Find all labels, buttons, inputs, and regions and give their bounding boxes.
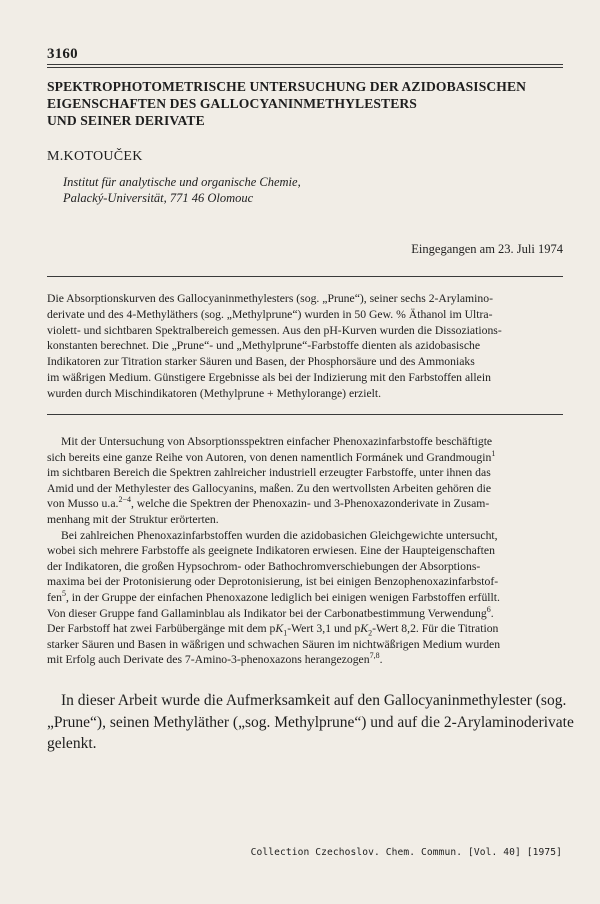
journal-footer: Collection Czechoslov. Chem. Commun. [Vol. 40] [1975] [250, 847, 562, 858]
body-line: Mit der Untersuchung von Absorptionsspektren einfacher Phenoxazinfarbstoffe beschäftigte [61, 435, 493, 448]
body-text [47, 434, 563, 668]
body-line: fen$^5$, in der Gruppe der einfachen Phenoxazone lediglich bei einigen wenigen Farbstoffen erfüllt. [47, 589, 500, 604]
citation: 7,8 [369, 651, 380, 661]
body-line: von Musso u.a.$^{2-4}$, welche die Spektren der Phenoxazin- und 3-Phenoxazonderivate in Zusam- [47, 495, 490, 511]
affiliation-line: Palacký-Universität, 771 46 Olomouc [63, 191, 254, 205]
abstract-line: wurden durch Mischindikatoren (Methylprune + Methylorange) erzielt. [47, 386, 382, 400]
title-line: SPEKTROPHOTOMETRISCHE UNTERSUCHUNG DER AZIDOBASISCHEN [47, 79, 527, 94]
citation: 5 [61, 589, 66, 599]
citation: 2−4 [118, 495, 131, 505]
body-line: Bei zahlreichen Phenoxazinfarbstoffen wurden die azidobasichen Gleichgewichte untersucht, [61, 528, 498, 542]
author-name: M.KOTOUČEK [47, 149, 143, 164]
page-number: 3160 [47, 46, 78, 62]
body-line: wobei sich mehrere Farbstoffe als geeignete Indikatoren erwiesen. Eine der Haupteigenschaften [47, 544, 495, 558]
abstract [47, 291, 563, 402]
abstract-bottom-rule [47, 414, 563, 415]
large-paragraph-line: In dieser Arbeit wurde die Aufmerksamkeit auf den Gallocyaninmethylester (sog. [61, 692, 567, 709]
header-rule-double [47, 67, 563, 68]
body-line: mit Erfolg auch Derivate des 7-Amino-3-phenoxazons herangezogen$^{7,8}$. [47, 651, 383, 667]
title-line: EIGENSCHAFTEN DES GALLOCYANINMETHYLESTERS [47, 96, 417, 111]
abstract-line: konstanten berechnet. Die „Prune“- und „Methylprune“-Farbstoffe dienten als azidobasische [47, 339, 481, 353]
citation: 1 [491, 448, 496, 458]
abstract-line: Die Absorptionskurven des Gallocyaninmethylesters (sog. „Prune“), seiner sechs 2-Arylamino- [47, 292, 493, 305]
body-line: sich bereits eine ganze Reihe von Autoren, von denen namentlich Formánek und Grandmougin$^1$ [47, 448, 496, 464]
body-line: starker Säuren und Basen in wäßrigen und schwachen Säuren im nichtwäßrigen Medium wurden [47, 637, 501, 651]
article-title [47, 78, 567, 129]
header-rule [47, 64, 563, 65]
large-paragraph [47, 690, 574, 755]
abstract-line: Indikatoren zur Titration starker Säuren und Basen, der Phosphorsäure und des Ammoniaks [47, 355, 475, 369]
abstract-top-rule [47, 276, 563, 277]
body-line: maxima bei der Protonisierung oder Deprotonisierung, ist bei einigen Benzophenoxazinfarbstof- [47, 575, 499, 589]
citation: 6 [486, 604, 491, 614]
body-line: Der Farbstoff hat zwei Farbübergänge mit dem $pK_1$-Wert 3,1 und $pK_2$-Wert 8,2. Für die Titration [47, 622, 499, 638]
abstract-line: violett- und sichtbaren Spektralbereich gemessen. Aus den pH-Kurven wurden die Dissoziations- [47, 323, 502, 337]
body-line: Amid und der Methylester des Gallocyanins, maßen. Zu den wertvollsten Arbeiten gehören die [47, 481, 492, 495]
body-line: Von dieser Gruppe fand Gallaminblau als Indikator bei der Carbonatbestimmung Verwendung$^6$. [47, 604, 494, 620]
large-paragraph-line: gelenkt. [47, 735, 97, 752]
body-line: menhang mit der Struktur erörterten. [47, 512, 219, 526]
title-line: UND SEINER DERIVATE [47, 113, 205, 128]
abstract-line: im wäßrigen Medium. Günstigere Ergebnisse als bei der Indizierung mit den Farbstoffen allein [47, 370, 491, 384]
affiliation-line: Institut für analytische und organische Chemie, [63, 175, 301, 189]
abstract-line: derivate und des 4-Methyläthers (sog. „Methylprune“) wurden in 50 Gew. % Äthanol im Ultra- [47, 307, 493, 321]
body-line: im sichtbaren Bereich die Spektren zahlreicher industriell erzeugter Farbstoffe, unter ihnen das [47, 466, 491, 480]
body-line: der Indikatoren, die großen Hypsochrom- oder Bathochromverschiebungen der Absorptions- [47, 559, 481, 573]
large-paragraph-line: „Prune“), seinen Methyläther („sog. Methylprune“) und auf die 2-Arylaminoderivate [47, 713, 574, 731]
received-date: Eingegangen am 23. Juli 1974 [411, 242, 563, 256]
affiliation [63, 174, 301, 206]
